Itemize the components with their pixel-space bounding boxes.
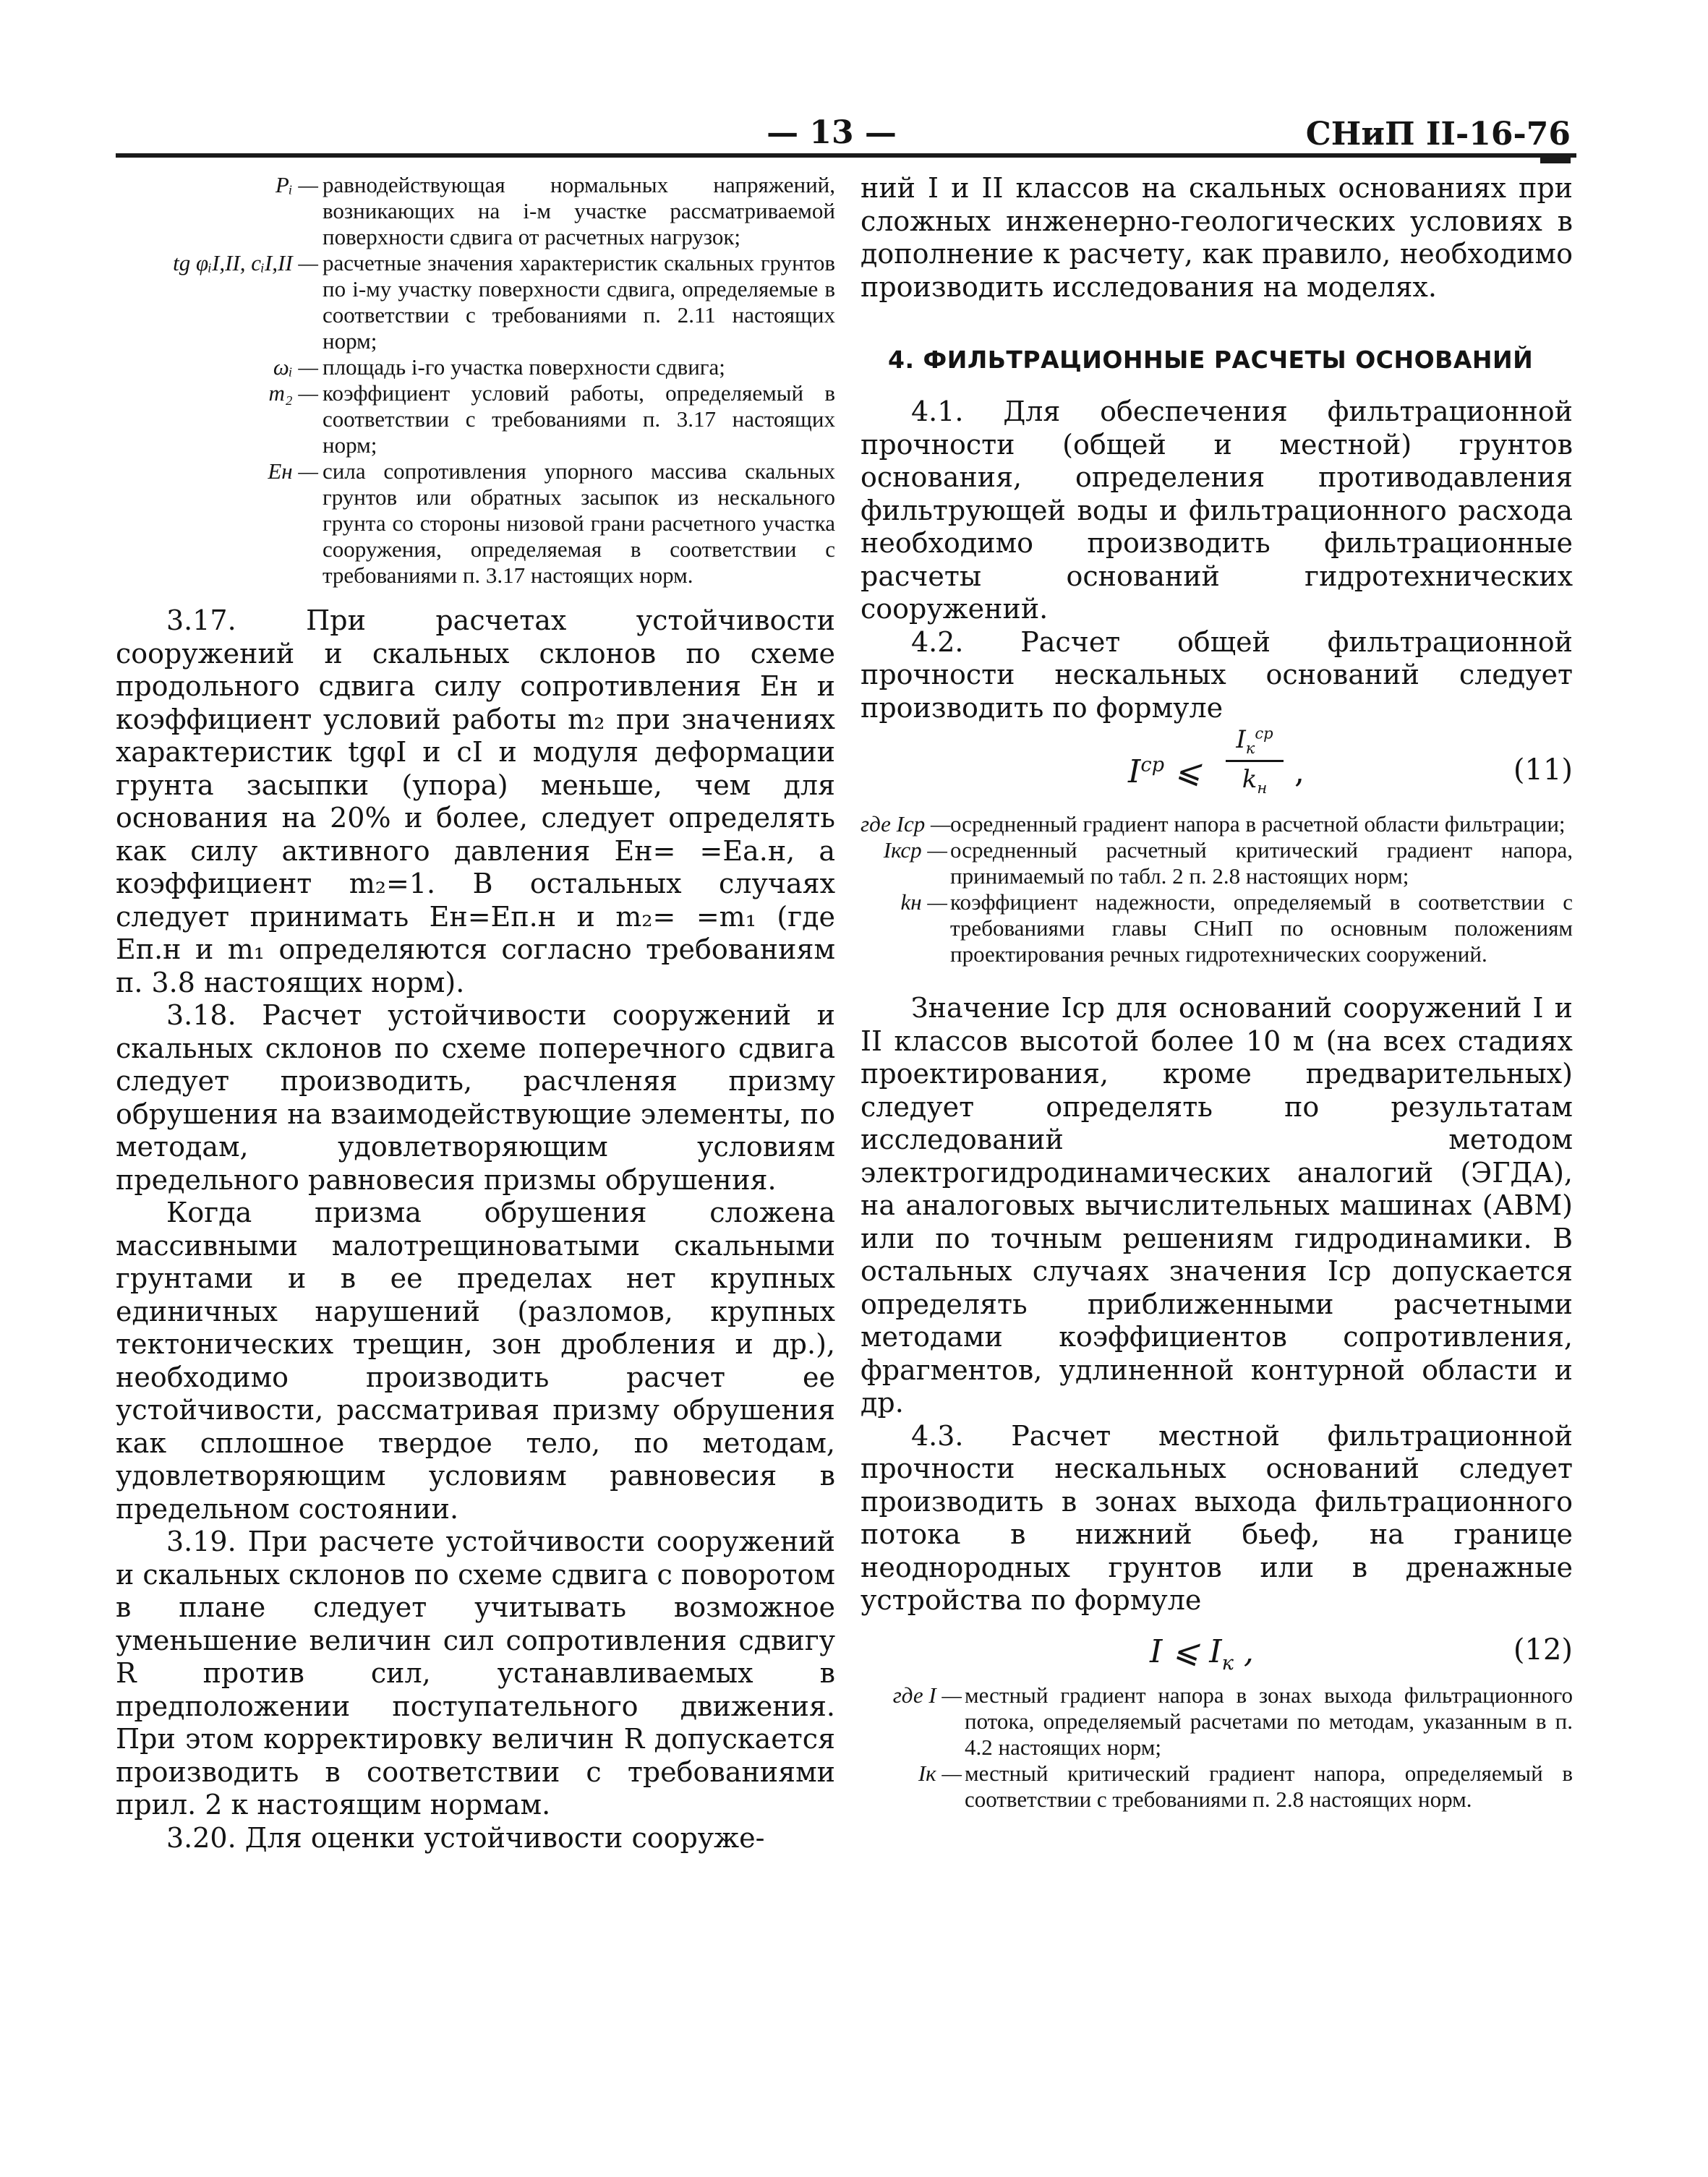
paragraph-value-icp: Значение Iср для оснований сооружений I и II классов высотой более 10 м (на всех стадиях проектирования, кроме предварительных) следует определять по результатам исследований методом электрогидродинамических аналогий (ЭГДА), на аналоговых вычислительных машинах (АВМ) или по точным решениям гидродинамики. В остальных случаях значения Iср допускается определять приближенными расчетными методами коэффициентов сопротивления, фрагментов, удлиненной контурной области и др. <box>861 992 1573 1419</box>
definition-text: равнодействующая нормальных напряжений, возникающих на i-м участке рассматриваемой поверхности сдвига от расчетных нагрузок; <box>323 172 835 249</box>
definition-term: где I — <box>892 1682 962 1708</box>
paragraph-3-20: 3.20. Для оценки устойчивости сооруже- <box>166 1821 765 1854</box>
header-rule <box>116 153 1576 158</box>
definition-term: ωᵢ — <box>273 354 318 380</box>
formula-lhs: $I^{ср}$ ⩽ <box>1128 753 1201 790</box>
definition-text: площадь i-го участка поверхности сдвига; <box>323 354 725 380</box>
definition-item <box>116 458 835 589</box>
paragraph-4-3: 4.3. Расчет местной фильтрационной прочности нескальных оснований следует производить в зонах выхода фильтрационного потока в нижний бьеф, на границе неоднородных грунтов или в дренажные устройства по формуле <box>861 1419 1573 1616</box>
page-number: — 13 — <box>767 114 897 151</box>
paragraph-3-19: 3.19. При расчете устойчивости сооружений и скальных склонов по схеме сдвига с поворотом в плане следует учитывать возможное уменьшение величин сил сопротивления сдвигу R против сил, устанавливаемых в предположении поступательного движения. При этом корректировку величин R допускается производить в соответствии с требованиями прил. 2 к настоящим нормам. <box>116 1526 835 1821</box>
definition-term: m₂ — <box>268 380 318 406</box>
paragraph-4-1: 4.1. Для обеспечения фильтрационной прочности (общей и местной) грунтов основания, определения противодавления фильтрующей воды и фильтрационного расхода необходимо производить фильтрационные расчеты оснований гидротехнических сооружений. <box>861 395 1573 625</box>
definition-text: местный критический градиент напора, определяемый в соответствии с требованиями п. 2.8 настоящих норм. <box>965 1760 1573 1812</box>
definition-item <box>861 1761 1573 1813</box>
paragraph-3-18: 3.18. Расчет устойчивости сооружений и скальных склонов по схеме поперечного сдвига следует производить, расчленяя призму обрушения на взаимодействующие элементы, по методам, удовлетворяющим условиям предельного равновесия призмы обрушения. <box>116 999 835 1196</box>
definition-item <box>861 837 1573 889</box>
definition-list-right-1 <box>861 811 1573 967</box>
definition-term: Iкср — <box>883 837 947 863</box>
definition-term: где Iср — <box>861 811 951 837</box>
definition-text: коэффициент надежности, определяемый в соответствии с требованиями главы СНиП по основным положениям проектирования речных гидротехнических сооружений. <box>950 889 1573 967</box>
definition-text: расчетные значения характеристик скальных грунтов по i-му участку поверхности сдвига, определяемые в соответствии с требованиями п. 2.11 настоящих норм; <box>323 250 835 354</box>
definition-item <box>861 811 1573 837</box>
definition-term: Pᵢ — <box>275 172 318 197</box>
definition-term: Iк — <box>918 1760 962 1786</box>
right-column <box>861 172 1573 1813</box>
formula-fraction: $I_к^{ср}$ $k_н$ <box>1226 724 1284 797</box>
definition-text: осредненный градиент напора в расчетной области фильтрации; <box>950 811 1566 837</box>
definition-text: коэффициент условий работы, определяемый в соответствии с требованиями п. 3.17 настоящих норм; <box>323 380 835 458</box>
formula-11: $I^{ср}$ ⩽ $I_к^{ср}$ $k_н$ , (11) <box>1128 724 1573 797</box>
definition-item <box>861 1682 1573 1761</box>
definition-term: Eн — <box>268 458 318 484</box>
definition-term: tg φᵢI,II, cᵢI,II — <box>173 250 318 275</box>
definition-list-left <box>116 172 835 589</box>
header-rule-tick <box>1540 158 1571 163</box>
definition-item <box>861 889 1573 967</box>
formula-number: (11) <box>1513 753 1573 787</box>
definition-list-right-2 <box>861 1682 1573 1813</box>
definition-text: осредненный расчетный критический градиент напора, принимаемый по табл. 2 п. 2.8 настоящих норм; <box>950 837 1573 889</box>
definition-item <box>116 172 835 250</box>
section-title: 4. ФИЛЬТРАЦИОННЫЕ РАСЧЕТЫ ОСНОВАНИЙ <box>888 346 1534 374</box>
definition-item <box>116 380 835 458</box>
formula-lhs: I ⩽ $I_к$ , <box>1150 1633 1254 1675</box>
definition-term: kн — <box>900 889 947 915</box>
paragraph-3-17: 3.17. При расчетах устойчивости сооружений и скальных склонов по схеме продольного сдвига силу сопротивления Eн и коэффициент условий работы m₂ при значениях характеристик tgφI и cI и модуля деформации грунта засыпки (упора) меньше, чем для основания на 20% и более, следует определять как силу активного давления Eн= =Eа.н, а коэффициент m₂=1. В остальных случаях следует принимать Eн=Eп.н и m₂= =m₁ (где Eп.н и m₁ определяются согласно требованиям п. 3.8 настоящих норм). <box>116 604 835 998</box>
formula-number: (12) <box>1513 1633 1573 1667</box>
definition-item <box>116 250 835 354</box>
formula-12 <box>861 1617 1573 1682</box>
definition-text: местный градиент напора в зонах выхода фильтрационного потока, определяемый расчетами по методам, указанным в п. 4.2 настоящих норм; <box>965 1682 1573 1760</box>
paragraph-continued: ний I и II классов на скальных основаниях при сложных инженерно-геологических условиях в дополнение к расчету, как правило, необходимо производить исследования на моделях. <box>861 172 1573 303</box>
paragraph-prism: Когда призма обрушения сложена массивными малотрещиноватыми скальными грунтами и в ее пределах нет крупных единичных нарушений (разломов, крупных тектонических трещин, зон дробления и др.), необходимо производить расчет ее устойчивости, рассматривая призму обрушения как сплошное твердое тело, по методам, удовлетворяющим условиям равновесия в предельном состоянии. <box>116 1197 835 1525</box>
paragraph-4-2: 4.2. Расчет общей фильтрационной прочности нескальных оснований следует производить по формуле <box>861 625 1573 724</box>
document-code: СНиП II-16-76 <box>1305 116 1571 153</box>
left-column <box>116 172 835 1855</box>
definition-text: сила сопротивления упорного массива скальных грунтов или обратных засыпок из нескального грунта со стороны низовой грани расчетного участка сооружения, определяемая в соответствии с требованиями п. 3.17 настоящих норм. <box>323 458 835 588</box>
definition-item <box>116 354 835 380</box>
